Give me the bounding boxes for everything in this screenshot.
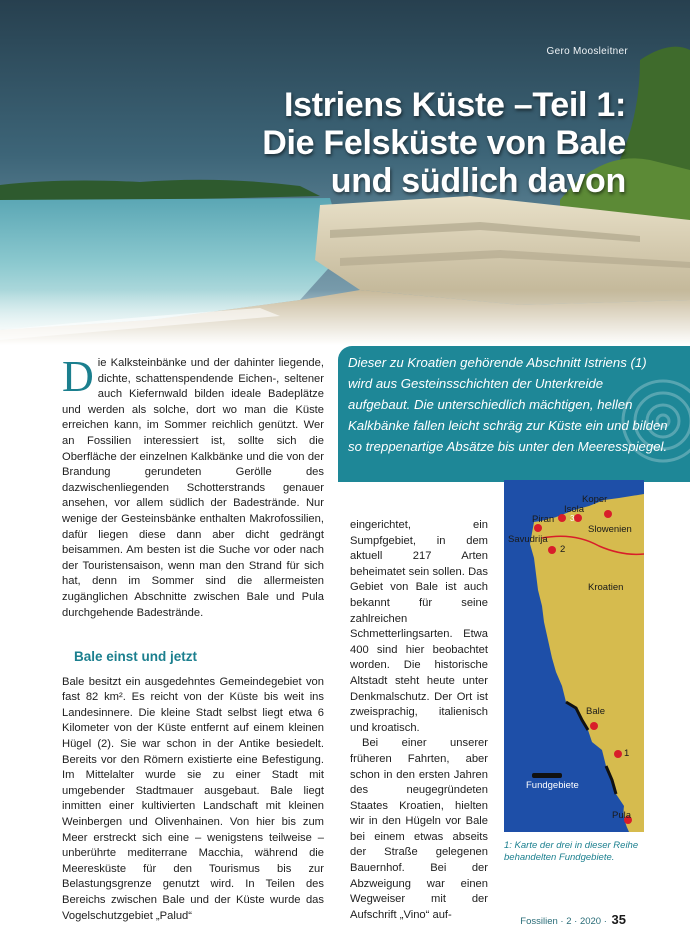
paragraph-3: eingerichtet, ein Sumpfgebiet, in dem aktuell 217 Arten beheimatet sein sollen. Das Gebiet von Bale ist auch bekannt für seine zahlreichen Schmetterlingsarten. Etwa 400 sind hier beobachtet worden. Die historische Altstadt steht heute unter Denkmalschutz. Der Ort ist zweisprachig, italienisch und kroatisch. bbox=[350, 519, 488, 734]
map-label-slowenien: Slowenien bbox=[588, 524, 632, 535]
map-marker-bale bbox=[590, 722, 598, 730]
paragraph-4: Bei einer unserer früheren Fahrten, aber schon in den ersten Jahren des neugegründeten Staates Kroatien, hielten wir in den Hügeln vor Bale bei einem etwas abseits der Straße gelegenen Bauernhof. Bei der Abzweigung war einen Wegweiser mit der Aufschrift „Vino“ auf- bbox=[350, 737, 488, 921]
map-legend-swatch bbox=[532, 773, 562, 778]
map-label-1: 1 bbox=[624, 748, 630, 759]
map-label-fundgebiete: Fundgebiete bbox=[526, 780, 579, 791]
article-column-middle bbox=[350, 518, 488, 923]
map-label-isola: Isola bbox=[564, 504, 585, 515]
title-line-1: Istriens Küste –Teil 1: bbox=[283, 86, 626, 124]
paragraph-1 bbox=[62, 352, 324, 621]
page-footer bbox=[520, 912, 626, 927]
author-name: Gero Moosleitner bbox=[546, 46, 628, 57]
map-label-piran: Piran bbox=[532, 514, 555, 525]
intro-box bbox=[338, 346, 690, 482]
map-marker-isola bbox=[574, 514, 582, 522]
map-label-koper: Koper bbox=[582, 494, 608, 505]
map-marker-2 bbox=[548, 546, 556, 554]
map-marker-1 bbox=[614, 750, 622, 758]
map-label-bale: Bale bbox=[586, 706, 606, 717]
journal-info: Fossilien · 2 · 2020 · bbox=[520, 916, 607, 927]
paragraph-2: Bale besitzt ein ausgedehntes Gemeindegebiet von fast 82 km². Es reicht von der Küste bis weit ins Landesinnere. Die kleine Stadt selbst liegt etwa 6 Kilometer von der Küste entfernt auf einem kleinen Hügel (2). Sie war schon in der Antike besiedelt. Bereits vor den Römern existierte eine Befestigung. Im Mittelalter wurde sie zu einer Stadt mit umgebender Stadtmauer ausgebaut. Bale liegt inmitten einer kultivierten Landschaft mit kleinen Weinbergen und Olivenhainen. Von hier bis zum Meer erstreckt sich eine – wenigstens teilweise – unberührte mediterrane Macchia, während die Meeresküste für den Tourismus bis zur Belastungsgrenze genutzt wird. In Teilen des Bereichs zwischen Bale und der Küste wurde das Vogelschutzgebiet „Palud“ bbox=[62, 675, 324, 922]
map-label-savudrija: Savudrija bbox=[508, 534, 548, 545]
map-label-kroatien: Kroatien bbox=[588, 582, 624, 593]
map-caption: 1: Karte der drei in dieser Reihe behandelten Fundgebiete. bbox=[504, 840, 639, 863]
map-marker-piran bbox=[558, 514, 566, 522]
article-title bbox=[262, 86, 626, 200]
page-number: 35 bbox=[611, 912, 626, 927]
ammonite-icon bbox=[618, 366, 690, 476]
article-column-left bbox=[62, 352, 324, 924]
title-line-2: Die Felsküste von Bale bbox=[262, 124, 626, 162]
istria-map bbox=[504, 480, 644, 832]
map-marker-savudrija bbox=[534, 524, 542, 532]
map-label-2: 2 bbox=[560, 544, 566, 555]
paragraph-1-text: ie Kalksteinbänke und der dahinter liegende, dichte, schattenspendende Eichen-, seltener auch Kiefernwald bilden ideale Badeplätze und werden als solche, dort wo man die Küste erreichen kann, im Sommer reichlich genützt. Wer an Fossilien interessiert ist, sollte sich die Oberfläche der einzelnen Kalkbänke und die von der Brandung gerundeten Gerölle des dazwischenliegenden Schotterstrands genauer ansehen, vor allem südlich der Badestrände. Nur wenige der Gesteinsbänke enthalten Makrofossilien, dafür liegen diese dann aber dicht gedrängt beisammen. Am besten ist die Suche vor oder nach der Touristensaison, wenn man den Strand für sich hat, denn im Sommer sind die allermeisten zugänglichen Abschnitte zwischen Bale und Pula durchgehende Badestrände. bbox=[62, 357, 324, 619]
map-marker-koper bbox=[604, 510, 612, 518]
map-label-3: 3 bbox=[570, 514, 575, 523]
map-label-pula: Pula bbox=[612, 810, 632, 821]
intro-text: Dieser zu Kroatien gehörende Abschnitt Istriens (1) wird aus Gesteinsschichten der Unterkreide aufgebaut. Die unterschiedlich mächtigen, hellen Kalkbänke fallen leicht schräg zur Küste ein und bilden so treppenartige Absätze bis unter den Meeresspiegel. bbox=[348, 355, 668, 454]
title-line-3: und südlich davon bbox=[330, 162, 626, 200]
subheading: Bale einst und jetzt bbox=[74, 649, 198, 665]
drop-cap: D bbox=[62, 352, 94, 401]
